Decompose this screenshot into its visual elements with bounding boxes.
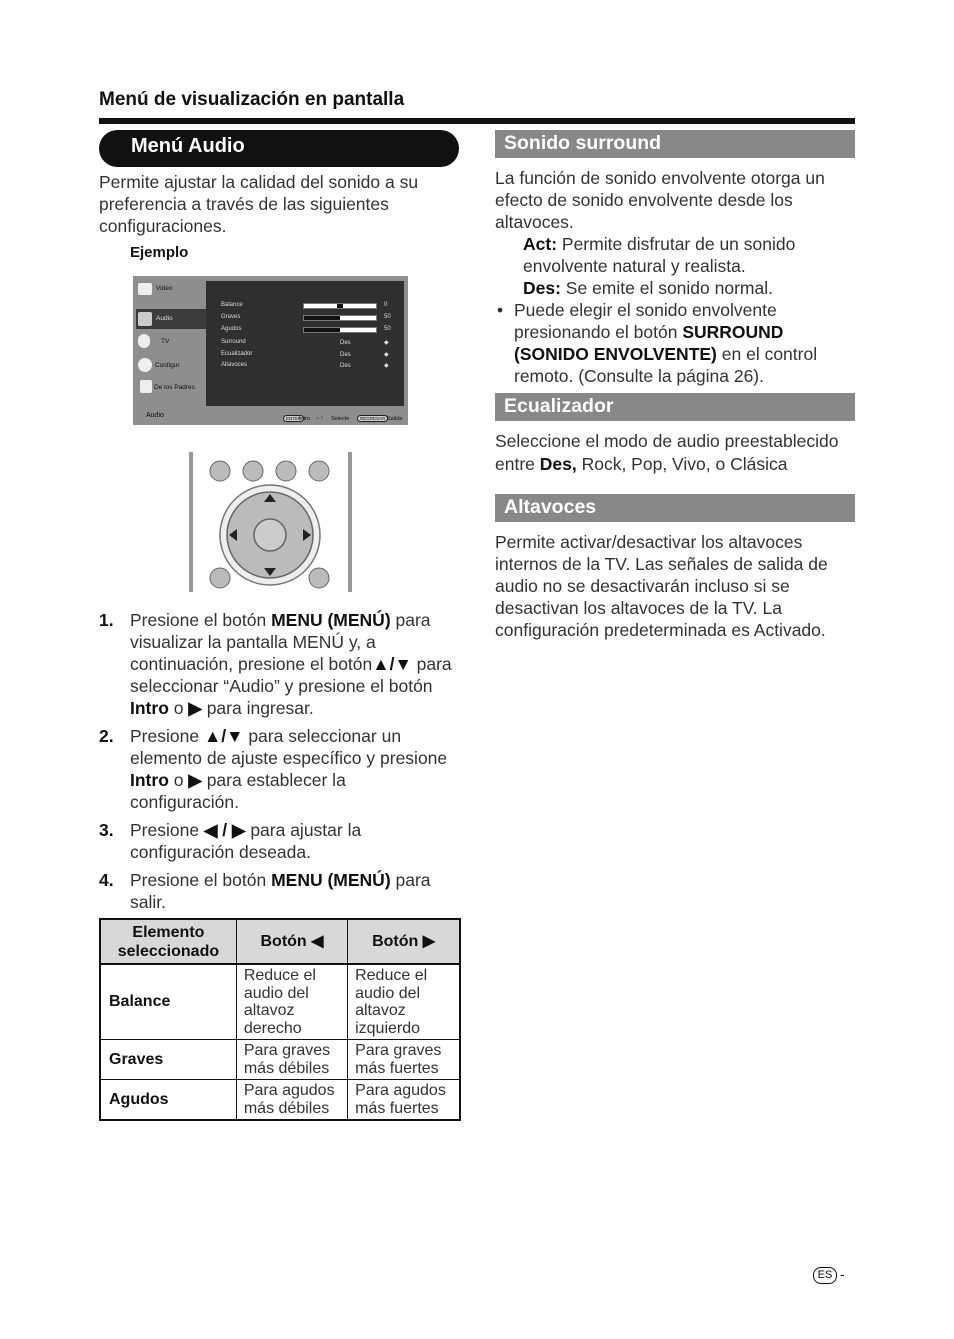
remote-button-circle	[309, 568, 329, 588]
up-down-icon: ▲/▼	[203, 726, 244, 746]
intro-paragraph: Permite ajustar la calidad del sonido a su preferencia a través de las siguientes configuraciones.	[99, 172, 419, 236]
osd-footer-label: Audio	[146, 412, 164, 419]
osd-level-bar	[303, 315, 377, 321]
step-text: para ajustar la configuración deseada.	[130, 820, 362, 862]
remote-button-circle	[309, 461, 329, 481]
surround-bullet	[495, 299, 855, 387]
step-text: para salir.	[130, 870, 431, 912]
step-text: para visualizar la pantalla MENÚ y, a continuación, presione el botón	[130, 610, 431, 674]
table-cell: Para agudos más débiles	[236, 1080, 347, 1121]
step-1	[99, 609, 459, 719]
step-number: 1.	[99, 610, 114, 630]
right-arrow-icon: ▶	[188, 698, 202, 718]
right-arrow-icon: ▶	[188, 770, 202, 790]
osd-enter-button-icon: ENTER	[283, 415, 304, 422]
osd-row-label: Altavoces	[221, 362, 248, 368]
osd-row-value: Des	[340, 352, 351, 358]
step-number: 3.	[99, 820, 114, 840]
remote-button-circle	[243, 461, 263, 481]
osd-side-item: TV	[161, 338, 170, 345]
table-header: Botón ▶	[348, 919, 460, 964]
osd-row-label: Graves	[221, 314, 241, 320]
table-cell: Reduce el audio del altavoz izquierdo	[348, 964, 460, 1040]
step-button-name: Intro	[130, 770, 169, 790]
table-cell: Para graves más débiles	[236, 1040, 347, 1080]
surround-text: La función de sonido envolvente otorga un efecto de sonido envolvente desde los altavoces.	[495, 168, 825, 232]
table-row-header: Graves	[100, 1040, 236, 1080]
table-row	[100, 1040, 460, 1080]
option-text: Se emite el sonido normal.	[560, 278, 773, 298]
section-title-surround: Sonido surround	[495, 130, 855, 158]
surround-des-option	[495, 277, 855, 299]
step-text: para seleccionar un elemento de ajuste específico y presione	[130, 726, 448, 768]
step-button-name: MENU (MENÚ)	[271, 870, 391, 890]
step-text: para establecer la configuración.	[130, 770, 346, 812]
step-2	[99, 725, 459, 813]
osd-level-bar	[303, 327, 377, 333]
language-badge: ES	[813, 1267, 837, 1284]
gear-icon	[138, 358, 152, 372]
step-number: 2.	[99, 726, 114, 746]
step-text: para seleccionar “Audio” y presione el botón	[130, 654, 452, 696]
arrows-icon: ◆	[384, 352, 389, 358]
equalizer-default: Des,	[539, 454, 577, 474]
osd-level-bar	[303, 303, 377, 309]
osd-side-item: Configur	[155, 362, 180, 369]
remote-button-circle	[210, 568, 230, 588]
osd-row-value: 0	[384, 302, 388, 308]
left-right-icon: ◀ / ▶	[203, 820, 246, 840]
osd-row-value: 50	[384, 314, 391, 320]
table-row	[100, 1080, 460, 1121]
osd-row-label: Agudos	[221, 326, 242, 332]
table-row-header: Balance	[100, 964, 236, 1040]
step-text: Presione	[130, 820, 204, 840]
osd-level-fill	[304, 328, 340, 332]
bullet-icon: •	[497, 300, 504, 320]
up-down-icon: ▲/▼	[372, 654, 412, 674]
osd-footer-hint: Selecte	[331, 416, 350, 422]
surround-act-option	[495, 233, 855, 277]
video-icon	[138, 283, 152, 295]
table-header: Elemento seleccionado	[100, 919, 236, 964]
osd-footer-hint: Intro	[299, 416, 311, 422]
table-header-row	[100, 919, 460, 964]
osd-selected-item	[136, 309, 206, 329]
equalizer-text: Seleccione el modo de audio preestablecido entre	[495, 431, 839, 474]
step-4	[99, 869, 459, 913]
equalizer-description	[495, 430, 875, 476]
osd-screenshot	[133, 276, 408, 425]
speakers-description: Permite activar/desactivar los altavoces internos de la TV. Las señales de salida de audio no se desactivarán incluso si se desactivan los altavoces de la TV. La configuración predeterminada es Activado.	[495, 532, 828, 640]
osd-row-value: Des	[340, 363, 351, 369]
osd-balance-marker	[337, 304, 343, 308]
osd-row-value: 50	[384, 326, 391, 332]
step-number: 4.	[99, 870, 114, 890]
step-text: para ingresar.	[201, 698, 314, 718]
section-title-equalizer: Ecualizador	[495, 393, 855, 421]
arrows-icon: ◆	[384, 340, 389, 346]
osd-arrows-icon: ↔↕	[315, 415, 324, 421]
page-dash: -	[840, 1266, 845, 1282]
step-3	[99, 819, 459, 863]
osd-row-label: Balance	[221, 302, 243, 308]
table-cell: Para agudos más fuertes	[348, 1080, 460, 1121]
option-text: Permite disfrutar de un sonido envolvente natural y realista.	[523, 234, 796, 276]
step-text: o	[168, 698, 189, 718]
surround-description	[495, 167, 855, 387]
osd-row-label: Ecualizador	[221, 351, 253, 357]
arrows-icon: ◆	[384, 363, 389, 369]
lock-icon	[140, 380, 152, 393]
table-cell: Para graves más fuertes	[348, 1040, 460, 1080]
osd-row-value: Des	[340, 340, 351, 346]
step-button-name: MENU (MENÚ)	[271, 610, 391, 630]
osd-row-label: Surround	[221, 339, 246, 345]
table-cell: Reduce el audio del altavoz derecho	[236, 964, 347, 1040]
option-label: Act:	[523, 234, 558, 254]
equalizer-text: Rock, Pop, Vivo, o Clásica	[576, 454, 788, 474]
adjustment-table	[99, 918, 461, 1121]
bullet-button-name: SURROUND (SONIDO ENVOLVENTE)	[514, 322, 784, 364]
speaker-icon	[138, 312, 152, 326]
remote-button-circle	[210, 461, 230, 481]
heading-rule	[99, 118, 855, 124]
step-text: Presione el botón	[130, 610, 272, 630]
page-heading: Menú de visualización en pantalla	[99, 89, 405, 110]
example-label: Ejemplo	[130, 244, 189, 261]
osd-level-fill	[304, 316, 340, 320]
step-button-name: Intro	[130, 698, 169, 718]
table-header: Botón ◀	[236, 919, 347, 964]
osd-settings-panel	[206, 281, 404, 406]
option-label: Des:	[523, 278, 561, 298]
step-text: Presione	[130, 726, 204, 746]
remote-edge-right	[348, 452, 352, 592]
bullet-text: Puede elegir el sonido envolvente presionando el botón	[514, 300, 777, 342]
remote-enter-button	[254, 519, 286, 551]
tv-icon	[138, 334, 150, 348]
steps-list	[99, 609, 459, 919]
remote-control-illustration	[189, 452, 352, 592]
bullet-text: en el control remoto. (Consulte la página 26).	[514, 344, 818, 386]
remote-edge-left	[189, 452, 193, 592]
step-text: o	[168, 770, 189, 790]
osd-return-button-icon: REGRESAR	[357, 415, 388, 422]
step-text: Presione el botón	[130, 870, 272, 890]
osd-side-item: De los Padres	[154, 384, 195, 391]
osd-side-item: Audio	[156, 315, 173, 322]
table-row-header: Agudos	[100, 1080, 236, 1121]
table-row	[100, 964, 460, 1040]
section-title-speakers: Altavoces	[495, 494, 855, 522]
osd-side-item: Video	[156, 285, 173, 292]
osd-footer-hint: Salida	[387, 416, 403, 422]
remote-button-circle	[276, 461, 296, 481]
section-title-menu-audio: Menú Audio	[99, 130, 459, 167]
